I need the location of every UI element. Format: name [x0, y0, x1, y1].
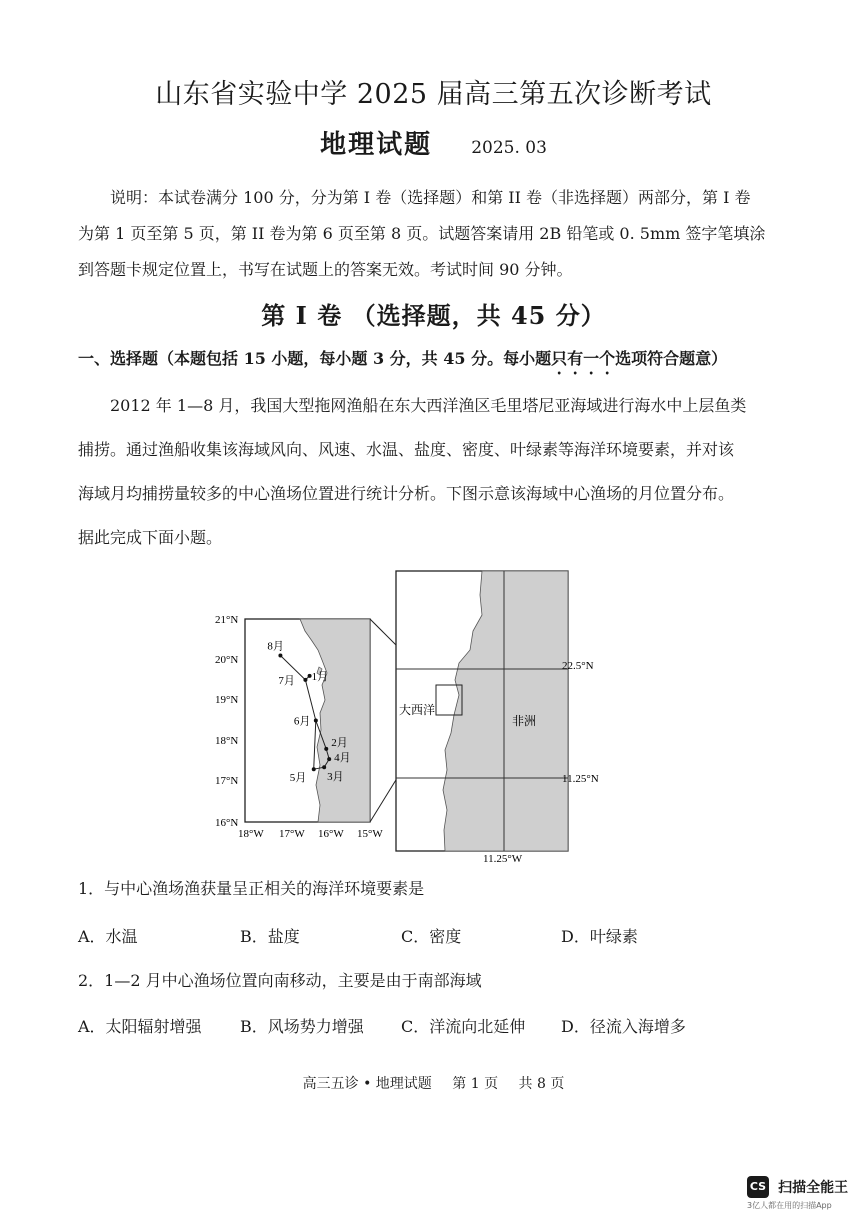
passage-line: 捕捞。通过渔船收集该海域风向、风速、水温、盐度、密度、叶绿素等海洋环境要素，并对该 [78, 440, 735, 459]
exam-title: 山东省实验中学 2025 届高三第五次诊断考试 [155, 79, 712, 110]
month-point [303, 678, 307, 682]
passage [78, 384, 790, 560]
question-option: D．叶绿素 [561, 927, 638, 946]
watermark-sub: 3亿人都在用的扫描App [747, 1201, 832, 1210]
cs-logo-icon: CS [747, 1176, 769, 1198]
question-option: B．盐度 [240, 927, 300, 946]
month-label: 7月 [278, 674, 295, 687]
month-label: 5月 [289, 772, 307, 785]
question-option: A．水温 [78, 927, 138, 946]
question-option: C．洋流向北延伸 [401, 1017, 526, 1036]
instructions-line: 为第 1 页至第 5 页，第 II 卷为第 6 页至第 8 页。试题答案请用 2B 铅笔或 0. 5mm 签字笔填涂 [78, 224, 766, 243]
inset-longitude-labels [238, 828, 383, 840]
part-heading-emphasis: 只有一个 [551, 349, 616, 368]
question-stem: 1．与中心渔场渔获量呈正相关的海洋环境要素是 [78, 879, 425, 898]
part-heading [78, 346, 727, 378]
footer-total: 共 8 页 [518, 1076, 565, 1092]
question-option: C．密度 [401, 927, 462, 946]
inset-latitude-labels [215, 614, 238, 829]
question-option: B．风场势力增强 [240, 1017, 364, 1036]
lon-label: 16°W [318, 828, 344, 840]
lon-label: 15°W [357, 828, 383, 840]
month-label: 2月 [331, 736, 348, 749]
footer-label: 高三五诊 • 地理试题 [302, 1076, 432, 1092]
subject-title: 地理试题 [320, 130, 433, 160]
month-point [322, 765, 326, 769]
exam-date: 2025. 03 [471, 138, 547, 158]
footer-page: 第 1 页 [452, 1076, 499, 1092]
month-point [324, 747, 328, 751]
month-point [314, 719, 318, 723]
month-point [312, 767, 316, 771]
ocean-label: 大西洋 [399, 703, 436, 717]
lat-label: 19°N [215, 694, 239, 706]
month-label: 3月 [327, 771, 344, 784]
scanner-watermark [747, 1176, 859, 1211]
fishing-ground-map [200, 565, 600, 865]
month-label: 6月 [293, 715, 311, 728]
instructions-line: 说明：本试卷满分 100 分，分为第 I 卷（选择题）和第 II 卷（非选择题）两部分，第 I 卷 [110, 188, 751, 207]
lat-label: 21°N [215, 614, 239, 626]
month-label: 4月 [334, 752, 351, 765]
month-label: 8月 [267, 640, 284, 653]
month-point [278, 654, 282, 658]
lat-label: 20°N [215, 654, 239, 666]
instructions [78, 180, 790, 288]
lat-label-region: 22.5°N [562, 660, 594, 672]
question-stem: 2．1—2 月中心渔场位置向南移动，主要是由于南部海域 [78, 971, 482, 990]
lon-label: 18°W [238, 828, 264, 840]
passage-line: 2012 年 1—8 月，我国大型拖网渔船在东大西洋渔区毛里塔尼亚海域进行海水中上层鱼类 [110, 396, 747, 415]
lat-label: 18°N [215, 735, 239, 747]
question-option: A．太阳辐射增强 [78, 1017, 202, 1036]
watermark-name: 扫描全能王 [778, 1180, 849, 1196]
land-label: 非洲 [512, 714, 537, 728]
exam-subtitle [0, 124, 867, 161]
lat-label-region: 11.25°N [562, 773, 599, 785]
instructions-line: 到答题卡规定位置上，书写在试题上的答案无效。考试时间 90 分钟。 [78, 260, 573, 279]
question-option: D．径流入海增多 [561, 1017, 686, 1036]
page-footer [0, 1073, 867, 1093]
part-heading-tail: 选项符合题意） [615, 349, 728, 368]
month-label: 1月 [311, 670, 329, 683]
passage-line: 海域月均捕捞量较多的中心渔场位置进行统计分析。下图示意该海域中心渔场的月位置分布。 [78, 484, 735, 503]
lon-label-region: 11.25°W [483, 853, 523, 865]
lat-label: 17°N [215, 775, 239, 787]
lon-label: 17°W [279, 828, 305, 840]
section-title: 第 I 卷 （选择题，共 45 分） [261, 301, 606, 330]
passage-line: 据此完成下面小题。 [78, 528, 223, 547]
part-heading-text: 一、选择题（本题包括 15 小题，每小题 3 分，共 45 分。每小题 [78, 349, 552, 368]
lat-label: 16°N [215, 817, 239, 829]
month-point [327, 757, 331, 761]
